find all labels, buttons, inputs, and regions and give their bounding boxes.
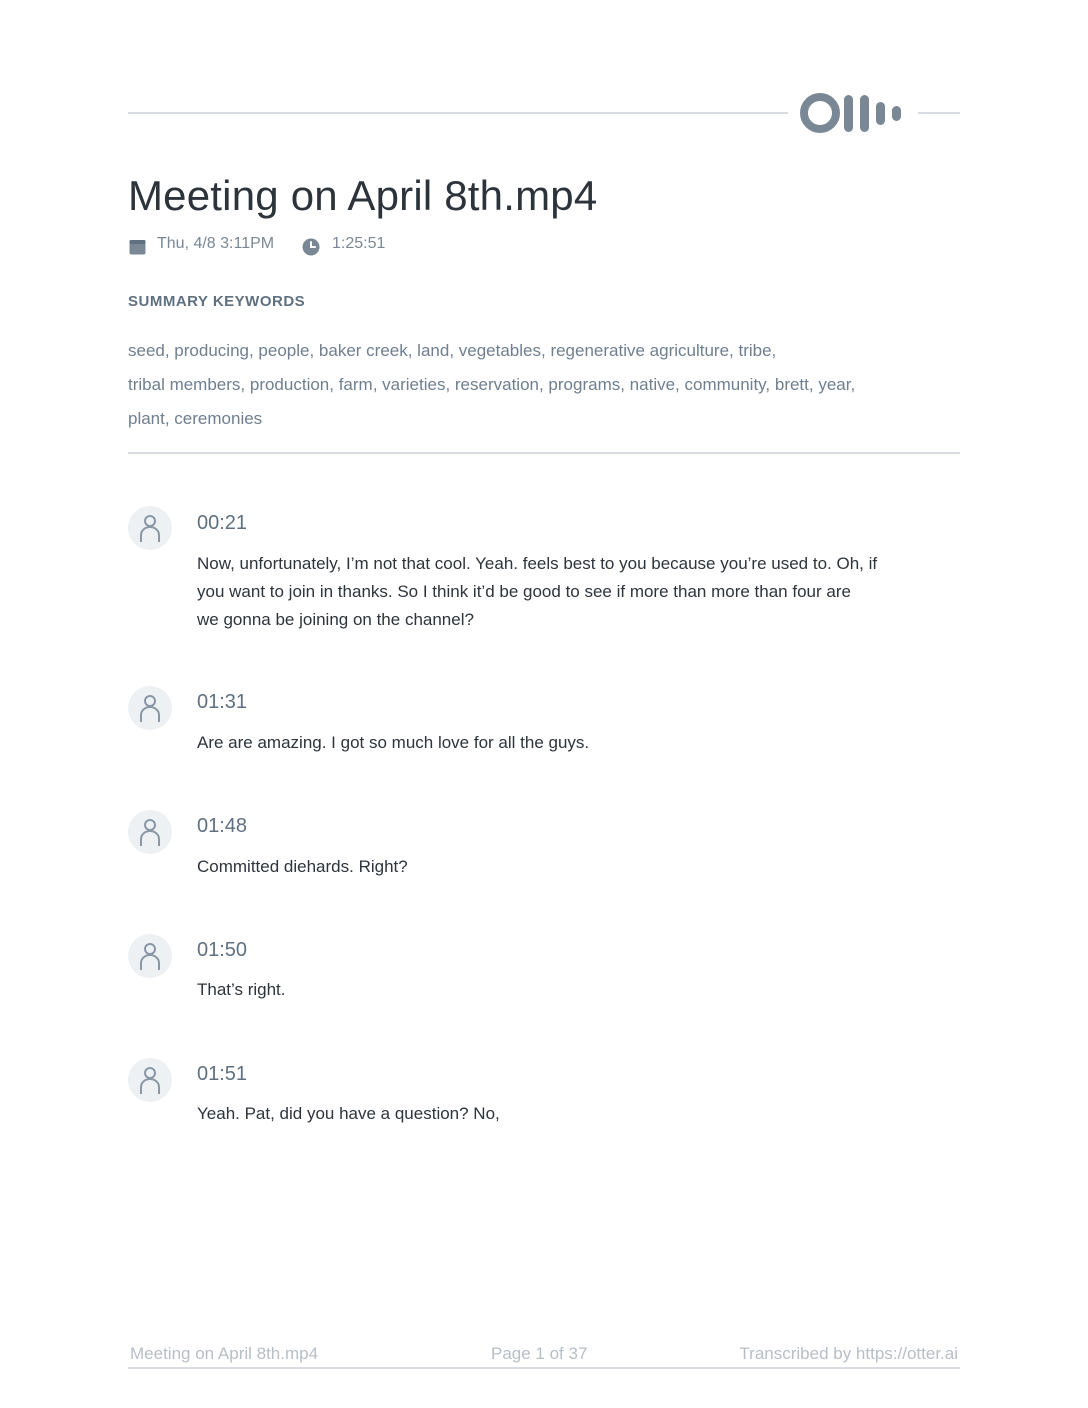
entry-text-line: Now, unfortunately, I’m not that cool. Yeah. feels best to you because you’re used to. Oh, if [197,554,878,573]
summary-keywords-heading: SUMMARY KEYWORDS [128,293,306,310]
header-rule-right [918,112,960,114]
otter-logo-icon [800,92,908,134]
entry-timestamp: 00:21 [197,512,248,534]
keywords-line: plant, ceremonies [128,409,263,428]
entry-timestamp: 01:31 [197,691,248,713]
speaker-avatar-icon [128,810,172,854]
entry-timestamp: 01:48 [197,815,248,837]
entry-text [197,853,967,881]
entry-text-line: That’s right. [197,980,286,999]
speaker-avatar-icon [128,934,172,978]
entry-text [197,729,967,757]
entry-text [197,1100,967,1128]
entry-text [197,976,967,1004]
entry-text-line: Are are amazing. I got so much love for all the guys. [197,733,590,752]
keywords-line: seed, producing, people, baker creek, land, vegetables, regenerative agriculture, tribe, [128,341,777,360]
keywords-line: tribal members, production, farm, varieties, reservation, programs, native, community, brett, year, [128,375,856,394]
summary-divider [128,452,960,454]
footer-credit: Transcribed by https://otter.ai [739,1344,958,1363]
calendar-icon [129,238,146,255]
speaker-avatar-icon [128,1058,172,1102]
footer-page-number: Page 1 of 37 [491,1344,588,1363]
document-date: Thu, 4/8 3:11PM [157,235,275,252]
entry-text-line: Committed diehards. Right? [197,857,408,876]
footer-rule [128,1367,960,1369]
footer-filename: Meeting on April 8th.mp4 [130,1344,319,1363]
entry-text-line: we gonna be joining on the channel? [197,610,474,629]
entry-text-line: Yeah. Pat, did you have a question? No, [197,1104,500,1123]
entry-text [197,550,967,634]
summary-keywords [128,334,960,436]
document-title: Meeting on April 8th.mp4 [128,172,598,219]
clock-icon [302,238,320,256]
speaker-avatar-icon [128,686,172,730]
document-duration: 1:25:51 [332,235,386,252]
speaker-avatar-icon [128,506,172,550]
header-rule-left [128,112,788,114]
entry-timestamp: 01:51 [197,1063,248,1085]
entry-text-line: you want to join in thanks. So I think it’d be good to see if more than more than four are [197,582,851,601]
entry-timestamp: 01:50 [197,939,248,961]
